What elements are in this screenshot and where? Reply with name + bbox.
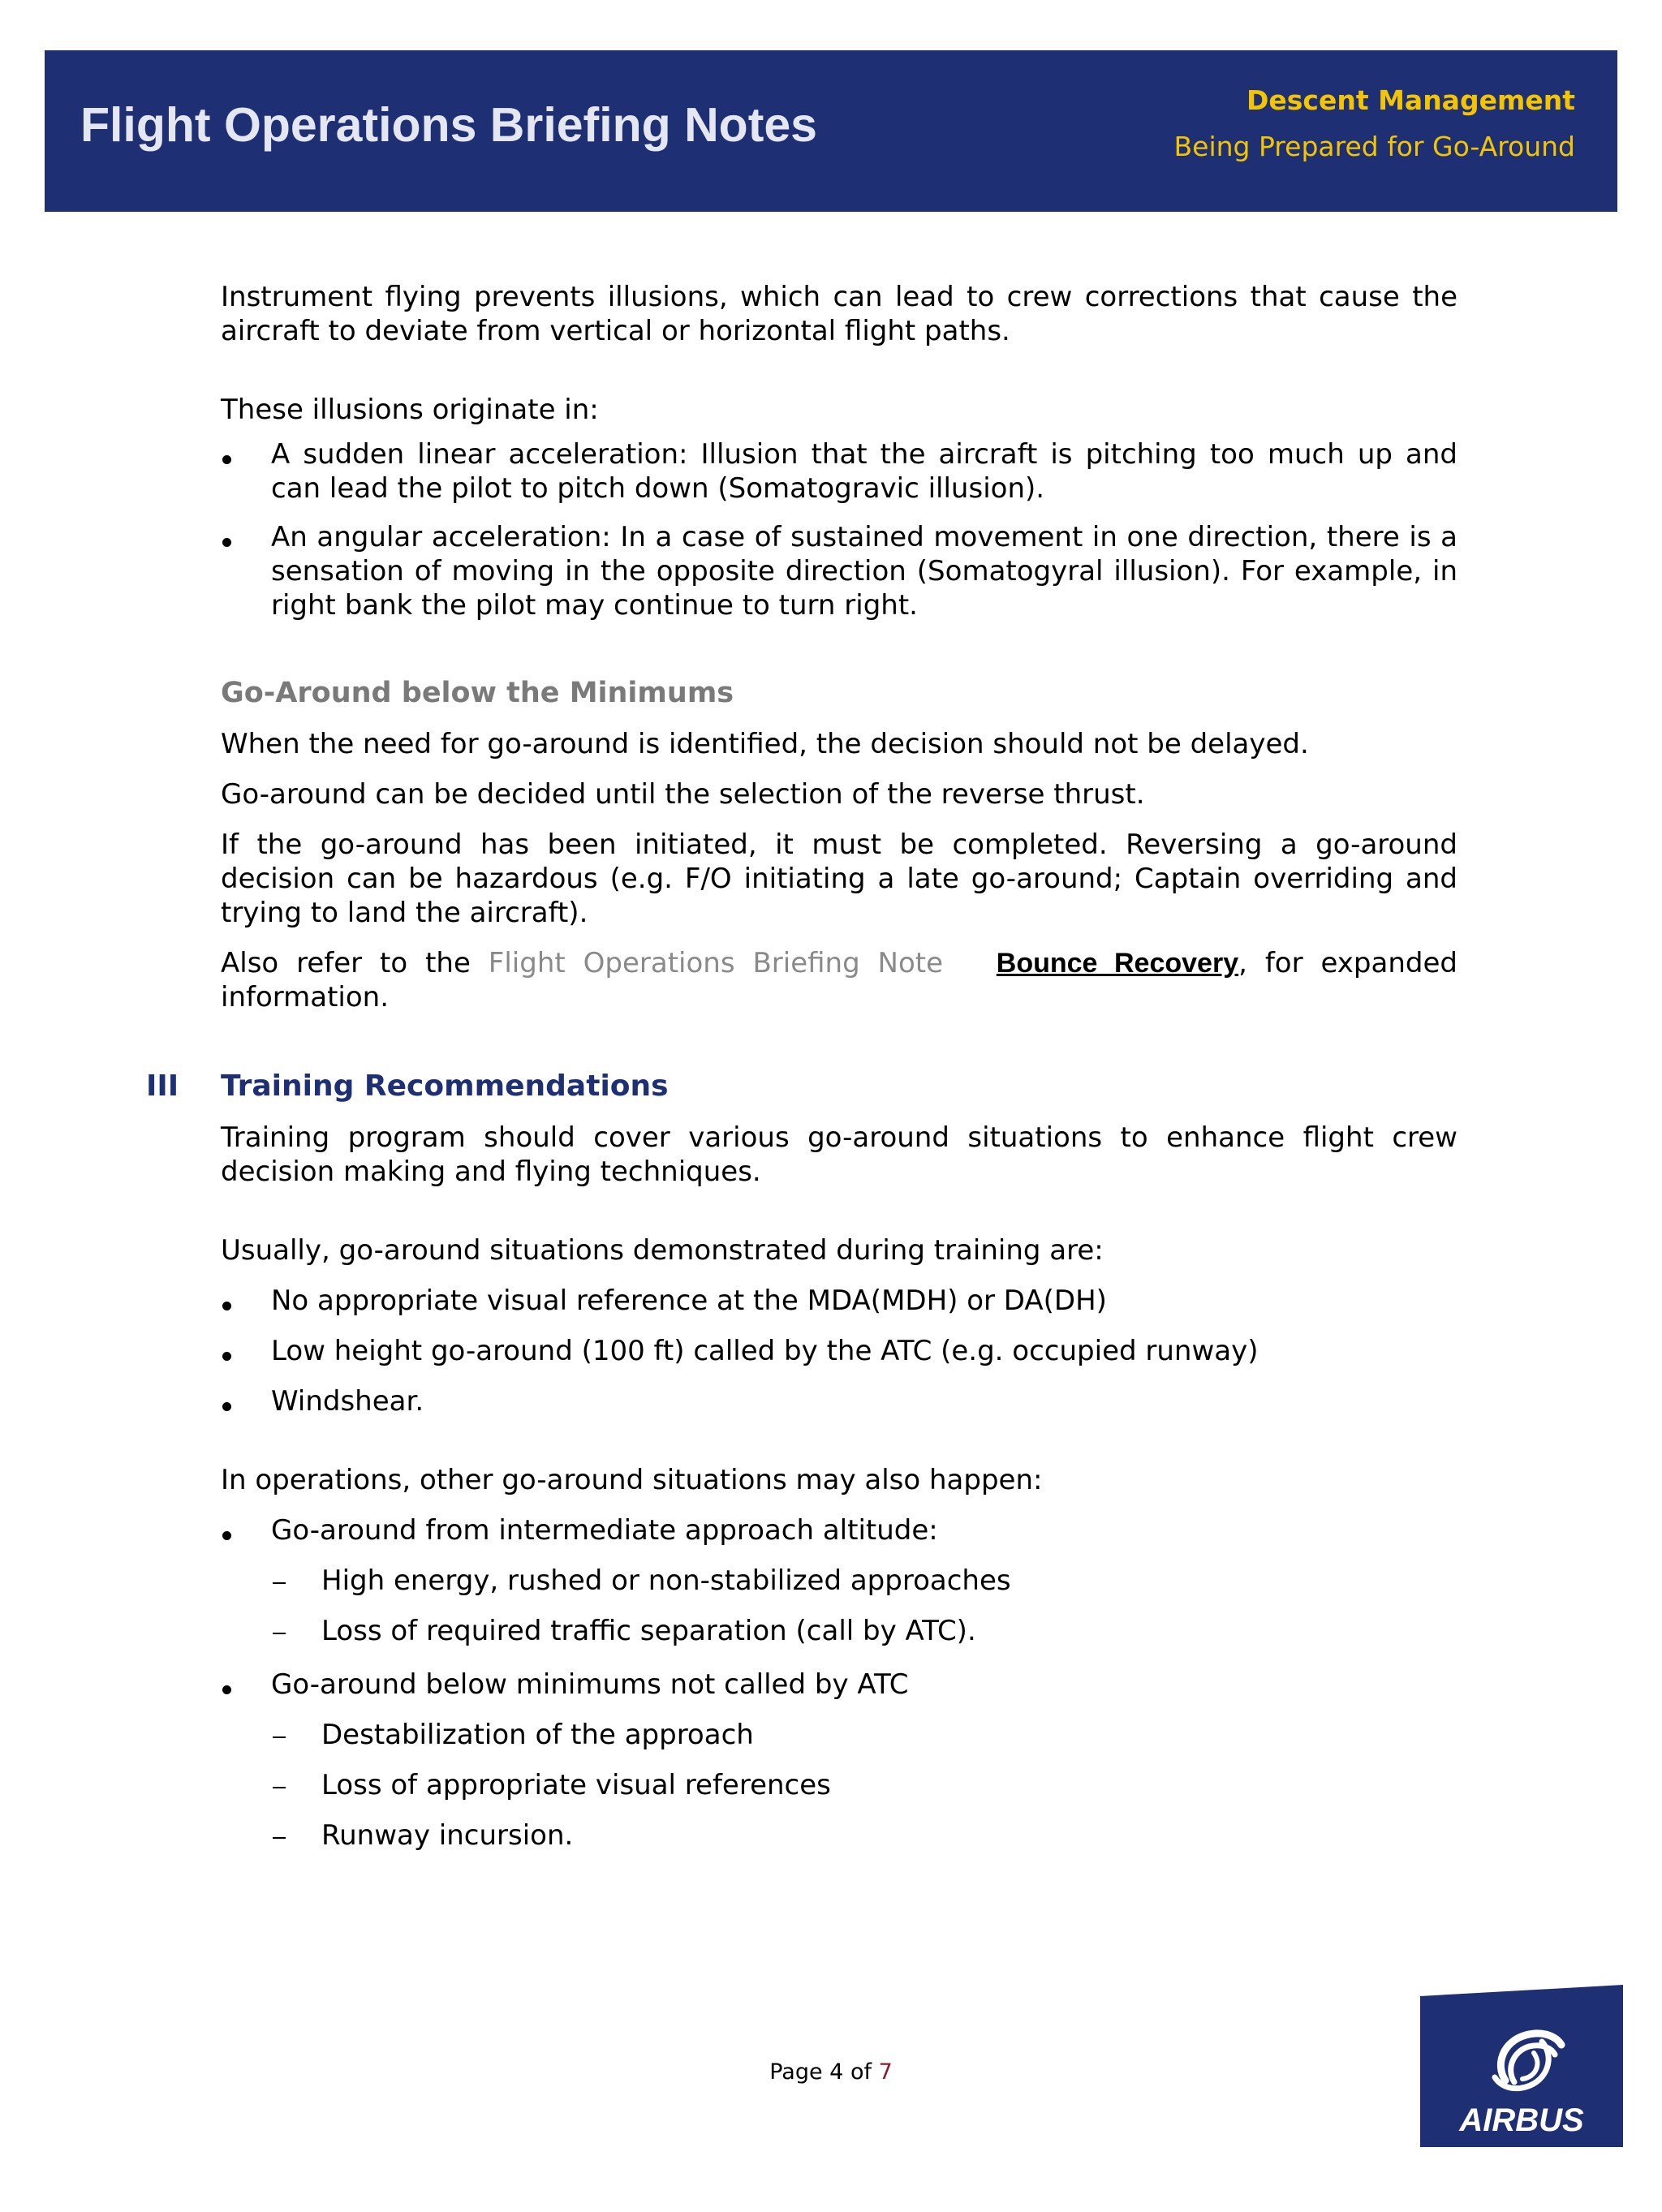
illusions-intro: These illusions originate in:	[221, 394, 599, 426]
paragraph: Usually, go-around situations demonstrated during training are:	[221, 1234, 1104, 1267]
intro-paragraph: Instrument flying prevents illusions, which can lead to crew corrections that cause the aircraft to deviate from vertical or horizontal flight paths.	[221, 281, 1457, 347]
page-total: 7	[878, 2059, 893, 2085]
paragraph: In operations, other go-around situations may also happen:	[221, 1464, 1043, 1496]
ref-suffix: , for expanded information.	[221, 947, 1457, 1013]
sub-list-item: Loss of appropriate visual references	[271, 1768, 1457, 1802]
list-item	[221, 1668, 1457, 1853]
bounce-recovery-link[interactable]: Bounce Recovery	[996, 948, 1239, 979]
list-item	[221, 1513, 1457, 1648]
subsection-heading: Go-Around below the Minimums	[221, 677, 734, 709]
list-item: No appropriate visual reference at the MDA(MDH) or DA(DH)	[221, 1284, 1457, 1318]
list-item-label: Go-around from intermediate approach altitude:	[271, 1514, 938, 1547]
page-number-prefix: Page 4 of	[769, 2059, 879, 2085]
list-item: Low height go-around (100 ft) called by the ATC (e.g. occupied runway)	[221, 1334, 1457, 1368]
section-number: III	[146, 1069, 179, 1103]
paragraph: Go-around can be decided until the selection of the reverse thrust.	[221, 778, 1145, 811]
page-header	[45, 50, 1617, 212]
logo-wordmark: AIRBUS	[1459, 2102, 1584, 2138]
list-item-label: Go-around below minimums not called by ATC	[271, 1668, 909, 1701]
ref-prefix: Also refer to the	[221, 947, 489, 979]
section-title: Training Recommendations	[221, 1069, 669, 1103]
list-item: An angular acceleration: In a case of sustained movement in one direction, there is a sensation of moving in the opposite direction (Somatogyral illusion). For example, in right bank the pilot may continue to turn right.	[221, 520, 1457, 622]
sub-list	[271, 1718, 1457, 1853]
sub-list-item: High energy, rushed or non-stabilized approaches	[271, 1564, 1457, 1598]
paragraph: When the need for go-around is identified, the decision should not be delayed.	[221, 728, 1309, 760]
header-topic-block	[1174, 84, 1575, 162]
operations-list	[221, 1513, 1457, 1853]
list-item: Windshear.	[221, 1384, 1457, 1418]
paragraph: If the go-around has been initiated, it must be completed. Reversing a go-around decision can be hazardous (e.g. F/O initiating a late go-around; Captain overriding and trying to land the aircraft).	[221, 828, 1457, 929]
list-item: A sudden linear acceleration: Illusion that the aircraft is pitching too much up and can lead the pilot to pitch down (Somatogravic illusion).	[221, 437, 1457, 506]
topic-label: Being Prepared for Go-Around	[1173, 131, 1575, 162]
category-label: Descent Management	[1246, 84, 1575, 116]
sub-list-item: Loss of required traffic separation (call by ATC).	[271, 1614, 1457, 1648]
ref-source: Flight Operations Briefing Note	[488, 947, 944, 979]
document-body	[146, 280, 1457, 1853]
section-header	[146, 1069, 1457, 1104]
illusions-list	[221, 437, 1457, 622]
reference-paragraph	[221, 946, 1457, 1014]
page-footer	[0, 2059, 1662, 2085]
training-list	[221, 1284, 1457, 1418]
airbus-logo	[1420, 1985, 1623, 2147]
paragraph: Training program should cover various go-around situations to enhance flight crew decision making and flying techniques.	[221, 1121, 1457, 1188]
document-title: Flight Operations Briefing Notes	[80, 98, 817, 152]
sub-list	[271, 1564, 1457, 1648]
sub-list-item: Runway incursion.	[271, 1818, 1457, 1853]
sub-list-item: Destabilization of the approach	[271, 1718, 1457, 1752]
